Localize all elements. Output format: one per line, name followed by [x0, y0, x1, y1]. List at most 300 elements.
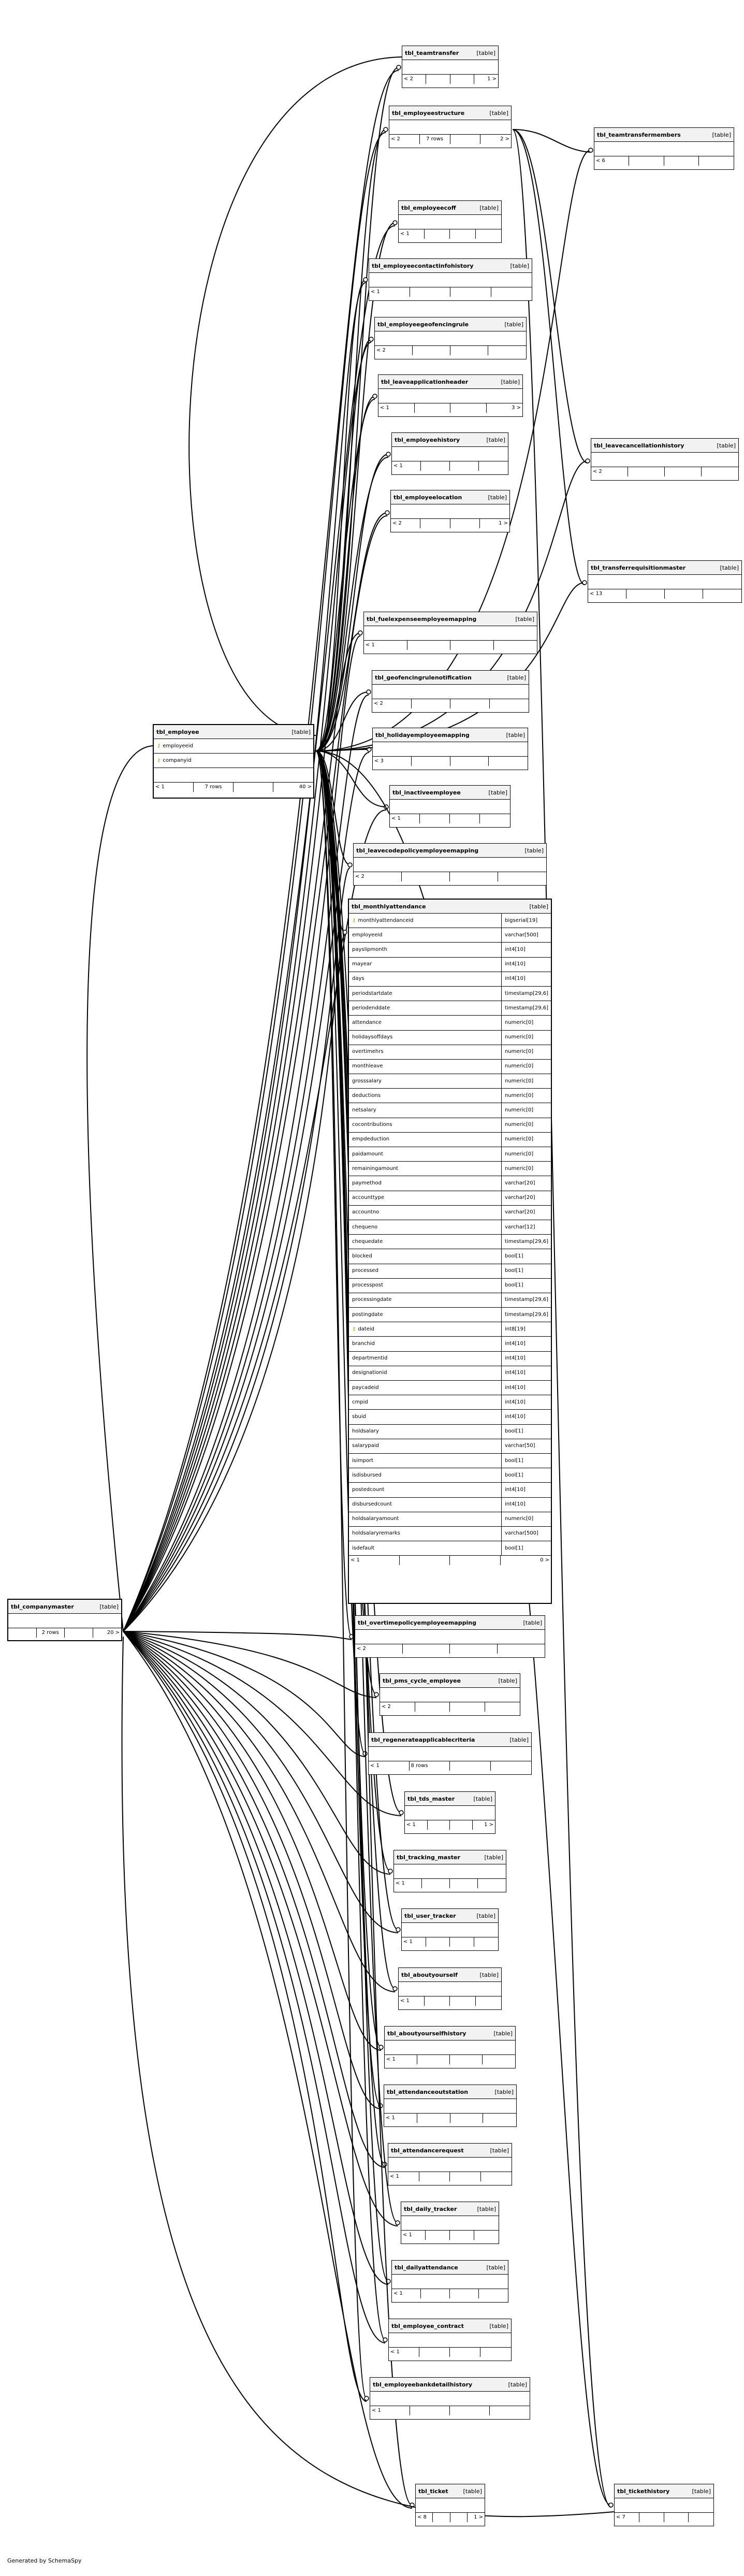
- edge-endpoint: [393, 1987, 397, 1991]
- footer-parents: [479, 461, 508, 471]
- edge-endpoint: [373, 394, 377, 398]
- column-type: int4[10]: [501, 1483, 551, 1497]
- table-name: tbl_tracking_master: [397, 1854, 460, 1861]
- edge-endpoint: [378, 2104, 383, 2108]
- footer-rows: 7 rows: [194, 783, 234, 792]
- footer-children: < 1: [401, 2231, 426, 2240]
- edge-company-employee: [87, 746, 153, 1631]
- table-kind: [table]: [476, 49, 495, 56]
- column-name: [349, 1527, 501, 1541]
- footer-parents: [490, 2406, 530, 2415]
- column-type: numeric[0]: [501, 1118, 551, 1133]
- table-tbl-geofencingrulenotification[interactable]: [372, 670, 529, 713]
- column-name: [349, 1337, 501, 1351]
- table-tbl-employee[interactable]: [153, 724, 314, 799]
- column-type: timestamp[29,6]: [501, 1235, 551, 1249]
- footer-children: < 1: [364, 641, 407, 650]
- table-tbl-pms-cycle-employee[interactable]: [380, 1673, 520, 1716]
- table-footer: [390, 814, 510, 823]
- footer-children: < 1: [402, 1937, 426, 1947]
- edge-endpoint: [369, 337, 373, 341]
- table-kind: [table]: [509, 1736, 529, 1743]
- column-name: [349, 1308, 501, 1322]
- table-name: tbl_employeecontactinfohistory: [372, 262, 474, 269]
- table-footer: [369, 1761, 531, 1771]
- table-name: tbl_teamtransfermembers: [597, 131, 681, 138]
- table-kind: [table]: [494, 2088, 514, 2095]
- footer-blank: [450, 2513, 468, 2522]
- table-footer: [354, 872, 546, 881]
- table-kind: [table]: [712, 131, 731, 138]
- footer-children: < 2: [372, 699, 412, 708]
- column-type: bool[1]: [501, 1454, 551, 1468]
- table-footer: [588, 589, 741, 599]
- edge-company-16: [123, 1631, 365, 1757]
- table-name: tbl_dailyattendance: [395, 2264, 458, 2271]
- table-tbl-ticket[interactable]: [415, 2484, 485, 2526]
- edge-employee-14: [316, 751, 352, 1637]
- table-header: [390, 786, 510, 800]
- table-header: [370, 2378, 530, 2392]
- column-name: [349, 1162, 501, 1176]
- column-name-text: isimport: [352, 1457, 374, 1464]
- table-tbl-leavecancellationhistory[interactable]: [591, 438, 739, 481]
- table-tbl-companymaster[interactable]: [7, 1599, 122, 1641]
- table-name: tbl_holidayemployeemapping: [375, 731, 470, 739]
- column-name-text: isdisbursed: [352, 1472, 382, 1478]
- column-name-text: grosssalary: [352, 1078, 382, 1084]
- footer-parents: 2 >: [500, 136, 509, 142]
- table-tbl-tracking-master[interactable]: [393, 1850, 506, 1892]
- edge-company-24: [123, 1631, 398, 2226]
- footer-rows: [639, 2513, 664, 2522]
- table-tbl-employeestructure[interactable]: [389, 106, 512, 148]
- column-name: [349, 943, 501, 957]
- table-header: [615, 2484, 713, 2498]
- footer-parents: [479, 2289, 508, 2298]
- edge-endpoint: [399, 1811, 403, 1815]
- footer-rows: 8 rows: [410, 1761, 450, 1771]
- footer-parents: [474, 1937, 499, 1947]
- table-tbl-aboutyourself[interactable]: [398, 1967, 502, 2010]
- footer-blank: [450, 403, 487, 413]
- column-name: [349, 1249, 501, 1264]
- table-header: [388, 2144, 512, 2158]
- table-footer: [370, 2406, 530, 2415]
- edge-endpoint: [586, 459, 590, 463]
- table-tbl-employeecoff[interactable]: [398, 200, 502, 243]
- column-name: [349, 1366, 501, 1381]
- edge-right-2: [316, 583, 585, 751]
- table-kind: [table]: [488, 494, 507, 501]
- table-header: [402, 46, 498, 60]
- footer-blank: [450, 519, 480, 528]
- table-footer: [380, 1702, 520, 1712]
- table-tbl-attendanceoutstation[interactable]: [384, 2085, 517, 2127]
- table-kind: [table]: [720, 564, 739, 571]
- footer-parents: [699, 156, 734, 166]
- column-name-text: processed: [352, 1268, 378, 1274]
- table-tbl-daily-tracker[interactable]: [401, 2202, 499, 2244]
- table-kind: [table]: [498, 1677, 517, 1684]
- table-tbl-inactiveemployee[interactable]: [389, 785, 510, 828]
- footer-children: < 8: [416, 2513, 433, 2522]
- generated-by-label: Generated by SchemaSpy: [7, 2557, 82, 2564]
- footer-children: < 1: [392, 2289, 421, 2298]
- table-tbl-teamtransfer[interactable]: [402, 46, 499, 88]
- column-type: timestamp[29,6]: [501, 1293, 551, 1308]
- column-name: [349, 1220, 501, 1235]
- edge-endpoint: [384, 805, 388, 809]
- key-icon: ⚷: [157, 757, 161, 763]
- footer-parents: [491, 1761, 532, 1771]
- table-name: tbl_employeebankdetailhistory: [373, 2381, 473, 2388]
- column-type: int4[10]: [501, 1337, 551, 1351]
- table-name: tbl_employeecoff: [401, 204, 456, 211]
- footer-blank: [450, 461, 479, 471]
- footer-blank: [450, 699, 490, 708]
- footer-rows: [425, 229, 450, 239]
- column-name-text: paymethod: [352, 1180, 382, 1186]
- table-name: tbl_employee_contract: [391, 2322, 464, 2329]
- footer-children: < 2: [591, 467, 628, 476]
- table-kind: [table]: [476, 1912, 495, 1919]
- column-type: int4[10]: [501, 1366, 551, 1381]
- column-type: int4[10]: [501, 943, 551, 957]
- table-tbl-employeegeofencingrule[interactable]: [374, 317, 527, 359]
- column-type: bool[1]: [501, 1425, 551, 1439]
- column-name: [349, 1191, 501, 1206]
- edge-endpoint: [364, 2396, 369, 2400]
- table-name: tbl_overtimepolicyemployeemapping: [358, 1619, 476, 1626]
- table-footer: [349, 1556, 551, 1565]
- table-kind: [table]: [523, 1619, 542, 1626]
- table-tbl-regenerateapplicablecriteria[interactable]: [368, 1732, 532, 1775]
- edge-endpoint: [386, 2279, 390, 2283]
- table-header: [391, 490, 509, 504]
- table-tbl-transferrequisitionmaster[interactable]: [588, 560, 742, 603]
- column-type: int4[10]: [501, 972, 551, 987]
- column-name: [349, 1118, 501, 1133]
- column-name-text: periodenddate: [352, 1005, 390, 1011]
- edge-endpoint: [379, 2045, 383, 2049]
- column-type: numeric[0]: [501, 1103, 551, 1118]
- table-footer: [369, 287, 532, 297]
- table-kind: [table]: [486, 436, 505, 443]
- footer-parents: [498, 1644, 545, 1654]
- column-name-text: branchid: [352, 1341, 375, 1347]
- column-name: [349, 1498, 501, 1512]
- column-type: int4[10]: [501, 1395, 551, 1410]
- table-header: [154, 725, 313, 739]
- column-type: varchar[20]: [501, 1176, 551, 1191]
- footer-children: < 1: [349, 1556, 400, 1565]
- edge-endpoint: [385, 511, 389, 515]
- table-header: [372, 671, 529, 685]
- table-header: [8, 1600, 121, 1614]
- table-tbl-employeelocation[interactable]: [390, 490, 510, 532]
- column-name-text: paycadeid: [352, 1384, 379, 1391]
- column-name: [349, 1439, 501, 1454]
- column-name-text: empdeduction: [352, 1136, 390, 1142]
- table-footer: [378, 403, 522, 413]
- table-tbl-tds-master[interactable]: [404, 1791, 495, 1834]
- edge-company-22: [123, 1631, 381, 2109]
- table-header: [416, 2484, 485, 2498]
- column-type: bool[1]: [501, 1249, 551, 1264]
- footer-blank: [450, 1644, 498, 1654]
- footer-children: < 1: [369, 1761, 410, 1771]
- footer-children: < 1: [392, 461, 421, 471]
- column-name-text: disbursedcount: [352, 1501, 392, 1508]
- footer-children: < 1: [369, 287, 410, 297]
- footer-blank: [450, 814, 480, 823]
- column-name-text: postedcount: [352, 1486, 385, 1493]
- table-footer: [416, 2513, 485, 2522]
- table-kind: [table]: [479, 1971, 499, 1978]
- footer-rows: [426, 75, 450, 84]
- edge-employee-3: [316, 280, 366, 751]
- column-name: [349, 1176, 501, 1191]
- edge-endpoint: [374, 1692, 378, 1697]
- table-header: [364, 612, 537, 626]
- edge-employee-9: [316, 692, 369, 751]
- column-name-text: holdsalary: [352, 1428, 379, 1435]
- edge-endpoint: [396, 1928, 400, 1932]
- table-tbl-teamtransfermembers[interactable]: [594, 127, 734, 170]
- table-tbl-leavecodepolicyemployeemapping[interactable]: [353, 843, 547, 886]
- footer-parents: [488, 346, 526, 355]
- table-tbl-overtimepolicyemployeemapping[interactable]: [355, 1615, 545, 1658]
- edge-structure-0: [513, 129, 591, 152]
- column-type: numeric[0]: [501, 1060, 551, 1074]
- table-tbl-dailyattendance[interactable]: [391, 2260, 508, 2303]
- table-header: [375, 317, 526, 331]
- edge-company-21: [123, 1631, 381, 2050]
- footer-children: < 1: [399, 1996, 425, 2006]
- table-header: [355, 1616, 545, 1630]
- table-footer: [391, 519, 509, 528]
- column-type: int8[19]: [501, 1322, 551, 1337]
- footer-children: < 3: [373, 757, 412, 766]
- footer-children: < 6: [594, 156, 629, 166]
- table-kind: [table]: [507, 674, 526, 681]
- table-tbl-tickethistory[interactable]: [614, 2484, 714, 2526]
- table-footer: [355, 1644, 545, 1654]
- table-footer: [392, 461, 508, 471]
- edge-company-20: [123, 1631, 395, 1992]
- table-kind: [table]: [529, 903, 548, 910]
- footer-rows: [420, 814, 450, 823]
- table-name: tbl_aboutyourself: [401, 1971, 458, 1978]
- footer-rows: [402, 872, 450, 881]
- table-name: tbl_tds_master: [407, 1795, 455, 1802]
- column-name: [349, 1483, 501, 1497]
- table-name: tbl_companymaster: [11, 1603, 74, 1610]
- table-header: [399, 201, 501, 215]
- column-name-text: netsalary: [352, 1107, 376, 1113]
- footer-children: < 1: [394, 1879, 422, 1888]
- edge-endpoint: [358, 631, 362, 635]
- column-name-text: sbuid: [352, 1413, 367, 1420]
- footer-children: < 2: [380, 1702, 415, 1712]
- column-type: bool[1]: [501, 1468, 551, 1483]
- column-name-text: attendance: [352, 1019, 382, 1025]
- column-name-text: processpost: [352, 1282, 384, 1289]
- edge-company-18: [123, 1631, 390, 1874]
- footer-children: < 2: [402, 75, 426, 84]
- table-header: [373, 728, 528, 742]
- table-tbl-employeehistory[interactable]: [391, 432, 508, 475]
- column-type: varchar[50]: [501, 1439, 551, 1454]
- table-kind: [table]: [508, 2381, 527, 2388]
- table-header: [369, 1733, 531, 1747]
- column-name: [349, 1264, 501, 1279]
- footer-blank: [450, 872, 498, 881]
- table-name: tbl_employeelocation: [393, 494, 462, 501]
- footer-parents: [483, 2114, 516, 2123]
- footer-rows: [415, 403, 451, 413]
- footer-rows: [412, 699, 451, 708]
- table-footer: [375, 346, 526, 355]
- table-name: tbl_tickethistory: [617, 2487, 670, 2495]
- table-footer: [394, 1879, 506, 1888]
- footer-children: < 7: [615, 2513, 639, 2522]
- table-name: tbl_employeehistory: [395, 436, 460, 443]
- table-kind: [table]: [484, 1854, 503, 1861]
- column-type: numeric[0]: [501, 1162, 551, 1176]
- column-type: numeric[0]: [501, 1045, 551, 1060]
- footer-rows: [426, 2231, 450, 2240]
- footer-children: < 1: [384, 2114, 417, 2123]
- table-kind: [table]: [490, 2147, 509, 2154]
- column-name: [349, 1089, 501, 1103]
- table-tbl-leaveapplicationheader[interactable]: [378, 374, 523, 417]
- table-tbl-fuelexpenseemployeemapping[interactable]: [363, 612, 537, 654]
- footer-rows: [419, 2348, 450, 2357]
- edge-endpoint: [609, 2503, 613, 2507]
- edge-company-27: [123, 1631, 367, 2401]
- footer-parents: [490, 699, 529, 708]
- footer-blank: [664, 2513, 689, 2522]
- column-type: bigserial[19]: [501, 914, 551, 928]
- edge-endpoint: [396, 2221, 400, 2225]
- edge-endpoint: [348, 863, 352, 867]
- footer-children: < 1: [389, 2348, 419, 2357]
- column-name: [349, 1133, 501, 1147]
- table-footer: [364, 641, 537, 650]
- column-name-text: employeeid: [352, 932, 383, 938]
- edge-employee-13: [316, 751, 345, 932]
- table-tbl-monthlyattendance[interactable]: [348, 899, 552, 1604]
- column-type: varchar[12]: [501, 1220, 551, 1235]
- edge-company-25: [123, 1631, 388, 2284]
- edge-company-19: [123, 1631, 398, 1933]
- edge-company-3: [123, 283, 366, 1631]
- table-kind: [table]: [717, 442, 736, 449]
- table-header: [591, 439, 738, 453]
- table-name: tbl_employeegeofencingrule: [377, 321, 469, 328]
- footer-children: < 2: [354, 872, 402, 881]
- column-name: [349, 1279, 501, 1293]
- footer-rows: [403, 1644, 450, 1654]
- edge-endpoint: [383, 2162, 387, 2166]
- column-name: companyid: [163, 757, 192, 763]
- footer-parents: 40 >: [299, 784, 312, 790]
- footer-parents: [498, 872, 546, 881]
- footer-children: < 1: [388, 2172, 419, 2181]
- footer-parents: [476, 229, 502, 239]
- edge-endpoint: [582, 581, 587, 585]
- table-kind: [table]: [99, 1603, 119, 1610]
- footer-parents: [483, 2055, 515, 2064]
- column-name-text: remainingamount: [352, 1165, 399, 1171]
- column-name: [349, 1206, 501, 1220]
- column-name: [349, 1352, 501, 1366]
- footer-parents: [480, 814, 510, 823]
- table-footer: [388, 2172, 512, 2181]
- table-tbl-user-tracker[interactable]: [401, 1908, 499, 1951]
- footer-blank: [450, 1761, 491, 1771]
- table-name: tbl_teamtransfer: [405, 49, 459, 56]
- table-footer: [372, 699, 529, 708]
- column-type: bool[1]: [501, 1264, 551, 1279]
- column-name-text: holdsalaryremarks: [352, 1530, 400, 1537]
- edge-employee-5: [316, 396, 375, 751]
- footer-children: < 1: [405, 1820, 428, 1830]
- edge-endpoint: [383, 2338, 387, 2342]
- table-header: [392, 433, 508, 447]
- footer-blank: [450, 641, 494, 650]
- table-tbl-attendancerequest[interactable]: [388, 2143, 512, 2186]
- footer-rows: [417, 2114, 450, 2123]
- table-tbl-holidayemployeemapping[interactable]: [372, 728, 528, 770]
- edge-employee-12: [316, 751, 350, 865]
- table-kind: [table]: [291, 728, 311, 735]
- column-name: [349, 1103, 501, 1118]
- edge-endpoint: [363, 278, 368, 282]
- edge-endpoint: [363, 1752, 367, 1756]
- column-type: int4[10]: [501, 958, 551, 972]
- edge-endpoint: [393, 221, 397, 225]
- column-name-text: blocked: [352, 1253, 372, 1259]
- column-type: bool[1]: [501, 1541, 551, 1556]
- table-tbl-employeecontactinfohistory[interactable]: [369, 258, 532, 301]
- table-name: tbl_user_tracker: [404, 1912, 456, 1919]
- edge-company-14: [123, 1631, 352, 1640]
- table-header: [392, 2261, 508, 2275]
- table-footer: [384, 2114, 516, 2123]
- edge-endpoint: [367, 690, 371, 694]
- footer-rows: [417, 2055, 450, 2064]
- footer-children: < 2: [375, 346, 413, 355]
- table-name: tbl_employeestructure: [392, 109, 465, 117]
- table-header: [405, 1792, 495, 1806]
- table-tbl-aboutyourselfhistory[interactable]: [384, 2026, 516, 2068]
- footer-parents: 0 >: [540, 1557, 549, 1564]
- footer-parents: [489, 757, 528, 766]
- column-name: [349, 914, 501, 928]
- footer-blank: [234, 783, 273, 792]
- footer-parents: [491, 287, 532, 297]
- table-header: [588, 561, 741, 575]
- edge-employee-1: [316, 129, 386, 751]
- table-tbl-employeebankdetailhistory[interactable]: [370, 2377, 530, 2420]
- column-type: numeric[0]: [501, 1016, 551, 1030]
- edge-company-13: [123, 935, 345, 1631]
- column-name: employeeid: [163, 743, 193, 749]
- table-tbl-employee-contract[interactable]: [388, 2319, 512, 2361]
